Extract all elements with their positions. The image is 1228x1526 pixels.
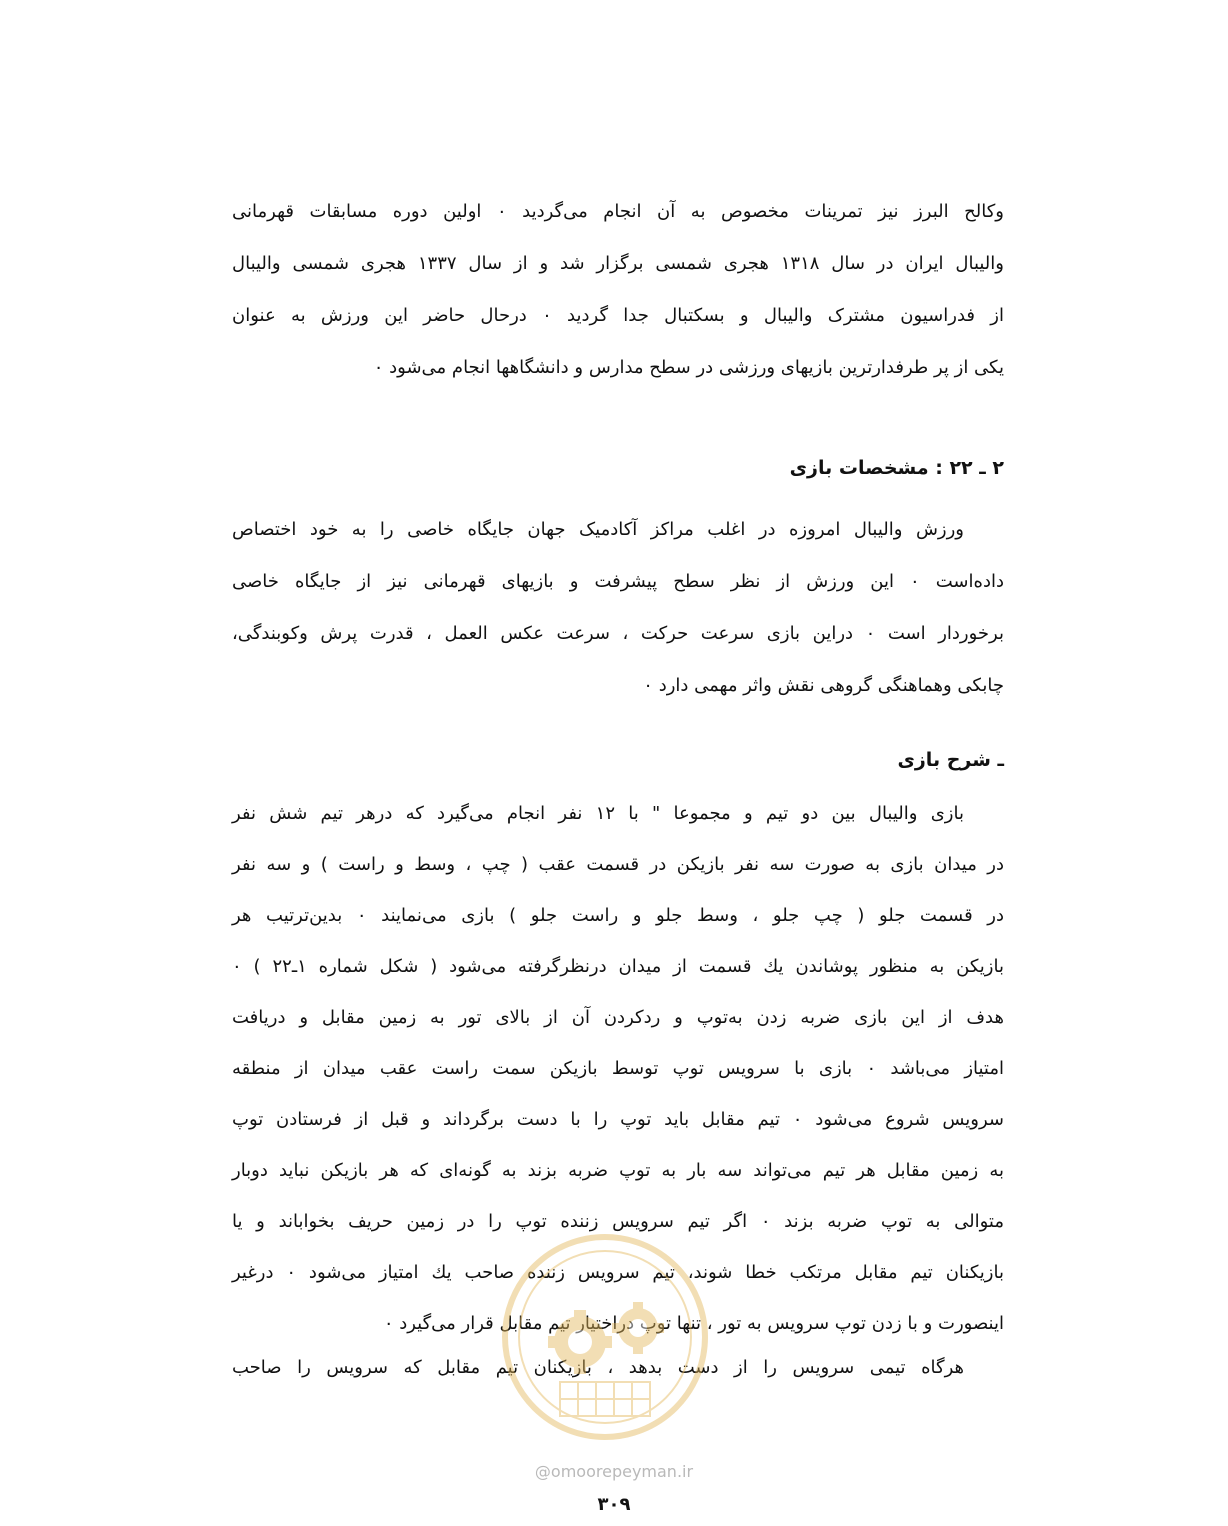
paragraph-line: در میدان بازی به صورت سه نفر بازیکن در قسمت عقب ( چپ ، وسط و راست ) و سه نفر [232,854,1004,875]
section-heading-1 [232,448,1004,488]
watermark-grid-icon [560,1382,650,1416]
paragraph-line: داده‌است ۰ این ورزش از نظر سطح پیشرفت و بازیهای قهرمانی نیز از جایگاه خاصی [232,571,1004,592]
paragraph-line: ورزش والیبال امروزه در اغلب مراکز آکادمیک جهان جایگاه خاصی را به خود اختصاص [232,519,964,540]
paragraph-line: بازیکن به منظور پوشاندن یك قسمت از میدان درنظرگرفته می‌شود ( شکل شماره ۱ـ۲۲ ) ۰ [232,956,1004,977]
paragraph-line: امتیاز می‌باشد ۰ بازی با سرویس توپ توسط بازیکن سمت راست عقب میدان از منطقه [232,1058,1005,1079]
section-heading: ۲ ـ ۲۲ : مشخصات بازی [789,457,1004,479]
paragraph-line: از فدراسیون مشترک والیبال و بسکتبال جدا گردید ۰ درحال حاضر این ورزش به عنوان [232,305,1004,326]
paragraph-line: والیبال ایران در سال ۱۳۱۸ هجری شمسی برگزار شد و از سال ۱۳۳۷ هجری شمسی والیبال [232,253,1004,274]
paragraph-line: متوالی به توپ ضربه بزند ۰ اگر تیم سرویس زننده توپ را در زمین حریف بخواباند و یا [232,1211,1004,1232]
page-number: ۳۰۹ [597,1494,631,1515]
paragraph-line: به زمین مقابل هر تیم می‌تواند سه بار به توپ ضربه بزند به گونه‌ای که هر بازیکن نباید دوبار [232,1160,1004,1181]
paragraph-line: بازی والیبال بین دو تیم و مجموعا " با ۱۲ نفر انجام می‌گیرد که درهر تیم شش نفر [232,803,964,824]
paragraph-line: هدف از این بازی ضربه زدن به‌توپ و ردکردن آن از بالای تور به زمین مقابل و دریافت [232,1007,1004,1028]
watermark-seal-icon [500,1232,710,1442]
paragraph-line: وکالح البرز نیز تمرینات مخصوص به آن انجام می‌گردید ۰ اولین دوره مسابقات قهرمانی [232,201,1004,222]
paragraph-line: چابکی وهماهنگی گروهی نقش واثر مهمی دارد ۰ [643,675,1004,696]
paragraph-line: در قسمت جلو ( چپ جلو ، وسط جلو و راست جلو ) بازی می‌نمایند ۰ بدین‌ترتیب هر [232,905,1004,926]
paragraph-line: یکی از پر طرفدارترین بازیهای ورزشی در سطح مدارس و دانشگاهها انجام می‌شود ۰ [373,357,1004,378]
paragraph-line: اینصورت و با زدن توپ سرویس به تور ، تنها توپ دراختیار تیم مقابل قرار می‌گیرد ۰ [383,1313,1004,1334]
paragraph-line: برخوردار است ۰ دراین بازی سرعت حرکت ، سرعت عکس العمل ، قدرت پرش وکوبندگی، [232,623,1004,644]
paragraph-line: هرگاه تیمی سرویس را از دست بدهد ، بازیکنان تیم مقابل که سرویس را صاحب [232,1357,964,1378]
paragraph-2 [232,510,1004,700]
section-heading-2 [232,740,1004,780]
watermark-url: @omoorepeyman.ir [534,1462,694,1481]
paragraph-line: سرویس شروع می‌شود ۰ تیم مقابل باید توپ را با دست برگرداند و قبل از فرستادن توپ [232,1109,1004,1130]
section-heading: ـ شرح بازی [897,749,1004,771]
paragraph-line: بازیکنان تیم مقابل مرتکب خطا شوند، تیم سرویس زننده صاحب یك امتیاز می‌شود ۰ درغیر [232,1262,1004,1283]
paragraph-1 [232,192,1004,378]
